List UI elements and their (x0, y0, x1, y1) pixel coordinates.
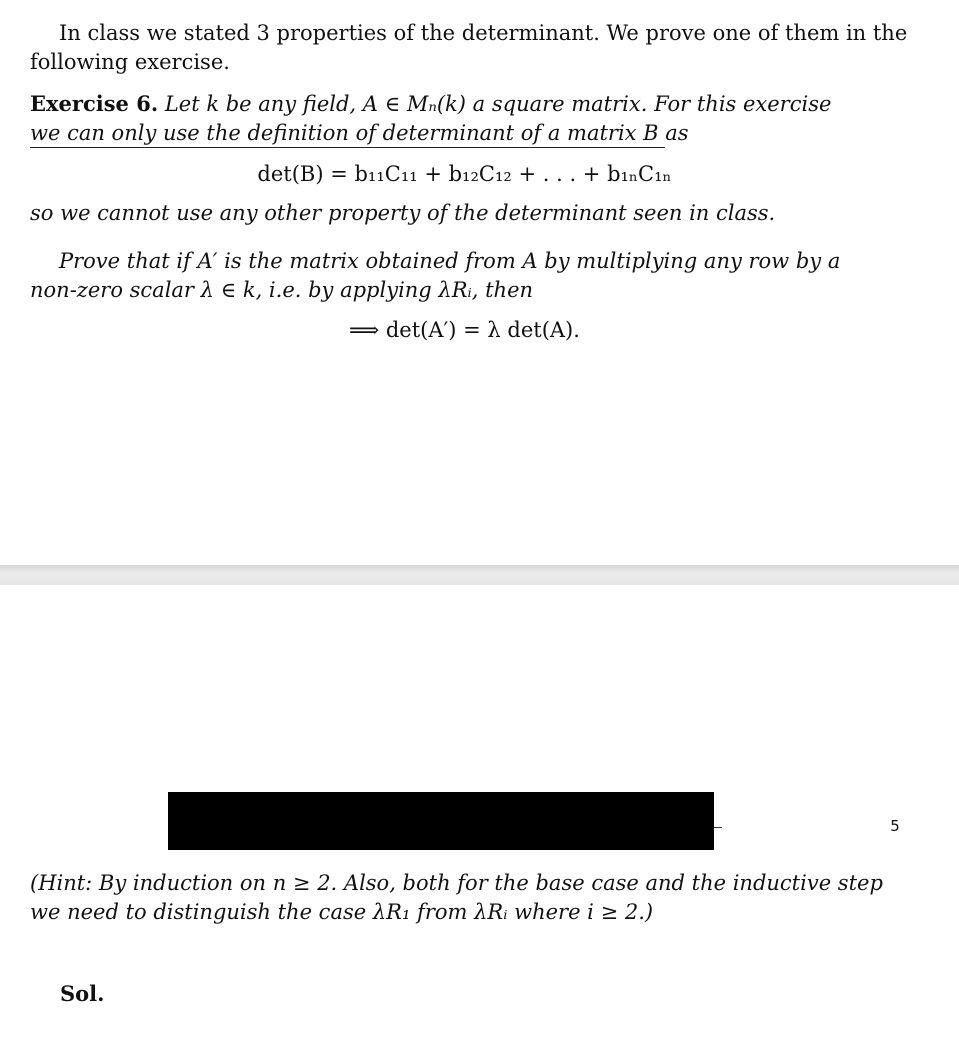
page-separator (0, 565, 959, 585)
exercise-text-1: Let k be any field, A ∈ Mₙ(k) a square matrix. For this exercise (164, 92, 832, 116)
intro-line-2: following exercise. (30, 50, 230, 74)
prove-line-1: Prove that if A′ is the matrix obtained from A by multiplying any row by a (59, 249, 841, 273)
document-page-bottom (0, 585, 959, 1045)
exercise-line-2: we can only use the definition of determinant of a matrix B as (30, 121, 689, 145)
determinant-definition-formula: det(B) = b₁₁C₁₁ + b₁₂C₁₂ + . . . + b₁ₙC₁ₙ (257, 162, 672, 186)
intro-line-1: In class we stated 3 properties of the determinant. We prove one of them in the (59, 21, 908, 45)
exercise-underline (30, 147, 665, 148)
hint-line-2: we need to distinguish the case λR₁ from λRᵢ where i ≥ 2.) (30, 900, 654, 924)
redaction-bar (168, 792, 714, 850)
solution-label: Sol. (60, 981, 105, 1006)
exercise-restriction-note: so we cannot use any other property of the determinant seen in class. (30, 201, 776, 225)
claim-formula: ⟹ det(A′) = λ det(A). (349, 318, 580, 342)
prove-statement (30, 247, 900, 305)
hint-line-1: (Hint: By induction on n ≥ 2. Also, both for the base case and the inductive step (30, 871, 883, 895)
page-number: 5 (890, 817, 900, 835)
redaction-tick-mark (714, 827, 722, 828)
intro-paragraph (30, 19, 908, 77)
exercise-statement (30, 89, 900, 148)
hint-paragraph (30, 869, 900, 927)
prove-line-2: non-zero scalar λ ∈ k, i.e. by applying λRᵢ, then (30, 278, 534, 302)
exercise-line-1 (30, 89, 900, 119)
exercise-label: Exercise 6. (30, 91, 159, 116)
